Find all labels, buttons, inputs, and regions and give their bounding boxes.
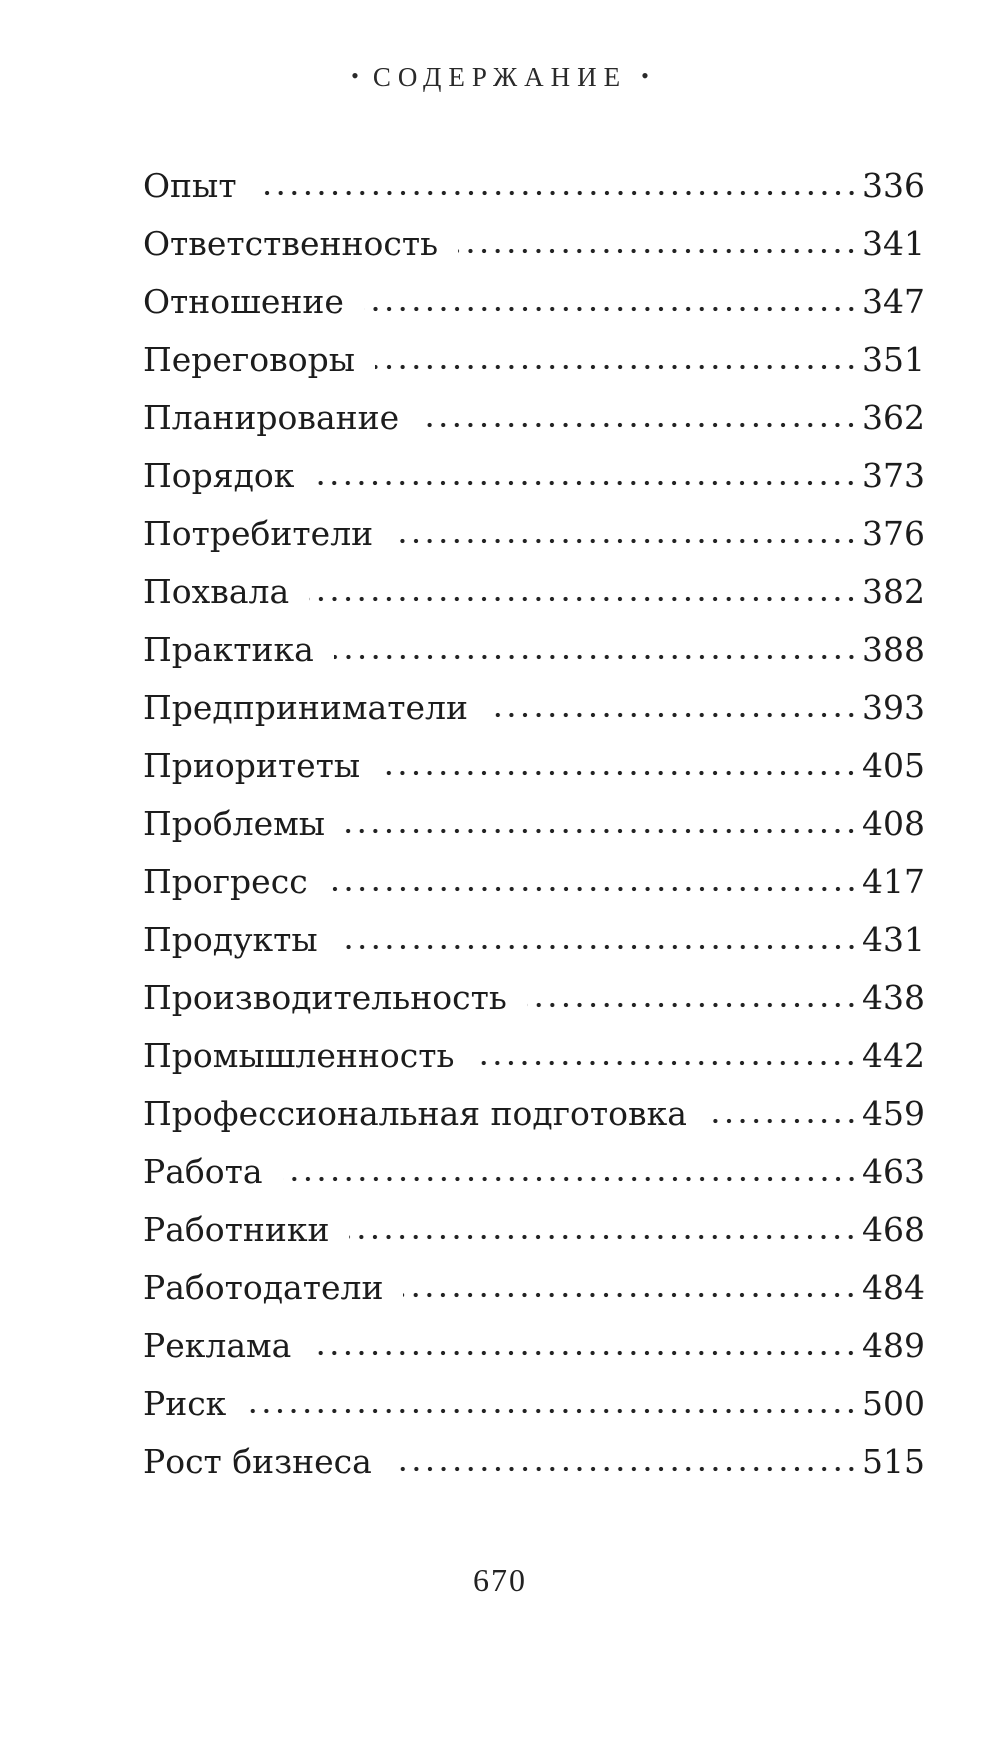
toc-entry-page: 438: [862, 978, 925, 1017]
toc-entry: [143, 572, 925, 630]
toc-entry-title: Порядок: [143, 456, 295, 495]
toc-entry-page: 376: [862, 514, 925, 553]
toc-entry-page: 373: [862, 456, 925, 495]
toc-entry: [143, 456, 925, 514]
toc-entry-title: Профессиональная подготовка: [143, 1094, 687, 1133]
dot-leader: [345, 805, 858, 835]
toc-entry: [143, 862, 925, 920]
toc-entry-title: Работники: [143, 1210, 330, 1249]
toc-entry: [143, 282, 925, 340]
toc-entry-title: Работа: [143, 1152, 263, 1191]
toc-entry: [143, 920, 925, 978]
header-ornament-right: •: [641, 63, 649, 88]
dot-leader: [393, 515, 858, 545]
toc-entry: [143, 398, 925, 456]
dot-leader: [328, 863, 858, 893]
table-of-contents: [143, 166, 925, 1500]
dot-leader: [311, 1327, 858, 1357]
toc-entry: [143, 1268, 925, 1326]
dot-leader: [474, 1037, 858, 1067]
toc-entry-title: Опыт: [143, 166, 237, 205]
toc-entry-page: 442: [862, 1036, 925, 1075]
page-number: 670: [473, 1562, 527, 1598]
dot-leader: [458, 225, 858, 255]
toc-entry-title: Прогресс: [143, 862, 308, 901]
toc-entry-page: 417: [862, 862, 925, 901]
toc-entry-title: Похвала: [143, 572, 290, 611]
toc-entry-title: Переговоры: [143, 340, 355, 379]
toc-entry: [143, 978, 925, 1036]
dot-leader: [488, 689, 858, 719]
dot-leader: [246, 1385, 858, 1415]
toc-entry: [143, 1210, 925, 1268]
dot-leader: [334, 631, 858, 661]
dot-leader: [338, 921, 858, 951]
toc-entry: [143, 1036, 925, 1094]
dot-leader: [257, 167, 858, 197]
toc-entry-title: Потребители: [143, 514, 374, 553]
toc-entry-page: 347: [862, 282, 925, 321]
toc-entry-title: Рост бизнеса: [143, 1442, 372, 1481]
toc-entry-page: 484: [862, 1268, 925, 1307]
toc-entry: [143, 166, 925, 224]
toc-entry-page: 362: [862, 398, 925, 437]
toc-entry-title: Реклама: [143, 1326, 292, 1365]
running-header: [0, 62, 1000, 93]
toc-entry-page: 336: [862, 166, 925, 205]
toc-entry-title: Предприниматели: [143, 688, 468, 727]
toc-entry-page: 500: [862, 1384, 925, 1423]
dot-leader: [380, 747, 858, 777]
toc-entry: [143, 224, 925, 282]
toc-entry-page: 351: [862, 340, 925, 379]
dot-leader: [309, 573, 858, 603]
dot-leader: [375, 341, 858, 371]
toc-entry-page: 405: [862, 746, 925, 785]
toc-entry-page: 515: [862, 1442, 925, 1481]
dot-leader: [349, 1211, 858, 1241]
dot-leader: [364, 283, 858, 313]
toc-entry-page: 393: [862, 688, 925, 727]
toc-entry-page: 459: [862, 1094, 925, 1133]
header-title: СОДЕРЖАНИЕ: [372, 62, 628, 92]
toc-entry-title: Приоритеты: [143, 746, 361, 785]
dot-leader: [707, 1095, 858, 1125]
toc-entry: [143, 1326, 925, 1384]
dot-leader: [419, 399, 858, 429]
header-ornament-left: •: [351, 63, 359, 88]
dot-leader: [392, 1443, 858, 1473]
dot-leader: [527, 979, 858, 1009]
toc-entry-title: Производительность: [143, 978, 507, 1017]
toc-entry-title: Работодатели: [143, 1268, 384, 1307]
toc-entry-title: Риск: [143, 1384, 227, 1423]
toc-entry: [143, 340, 925, 398]
toc-entry-page: 431: [862, 920, 925, 959]
toc-entry: [143, 746, 925, 804]
toc-entry-title: Практика: [143, 630, 314, 669]
toc-entry: [143, 514, 925, 572]
toc-entry: [143, 804, 925, 862]
toc-entry: [143, 630, 925, 688]
toc-entry-page: 388: [862, 630, 925, 669]
toc-entry: [143, 1442, 925, 1500]
toc-entry: [143, 688, 925, 746]
toc-entry-title: Планирование: [143, 398, 400, 437]
toc-entry-page: 341: [862, 224, 925, 263]
toc-entry-title: Продукты: [143, 920, 318, 959]
toc-entry-page: 468: [862, 1210, 925, 1249]
toc-entry-title: Отношение: [143, 282, 344, 321]
dot-leader: [403, 1269, 858, 1299]
toc-entry: [143, 1094, 925, 1152]
toc-entry-title: Проблемы: [143, 804, 326, 843]
dot-leader: [314, 457, 858, 487]
toc-entry-page: 382: [862, 572, 925, 611]
toc-entry-page: 463: [862, 1152, 925, 1191]
toc-entry-page: 489: [862, 1326, 925, 1365]
toc-entry-title: Промышленность: [143, 1036, 455, 1075]
toc-entry-title: Ответственность: [143, 224, 439, 263]
toc-entry: [143, 1384, 925, 1442]
toc-entry-page: 408: [862, 804, 925, 843]
toc-entry: [143, 1152, 925, 1210]
dot-leader: [283, 1153, 858, 1183]
